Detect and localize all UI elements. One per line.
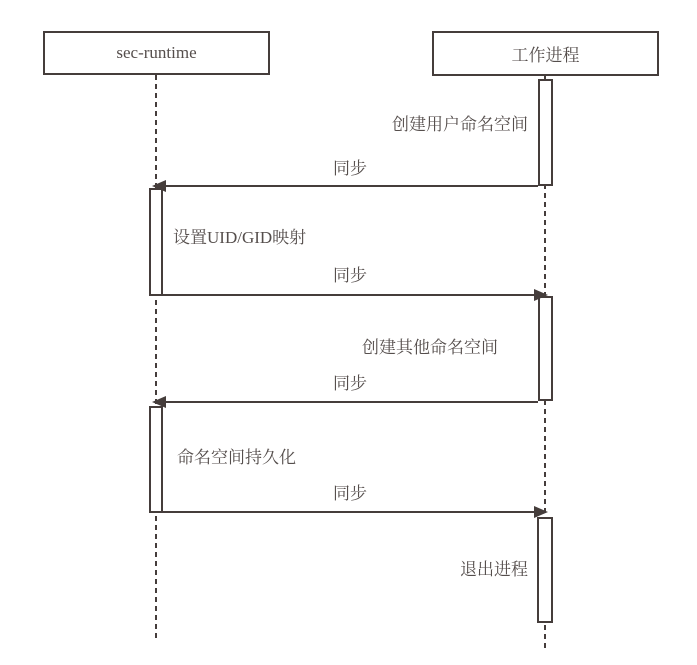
- action-label-create-user-namespace: 创建用户命名空间: [392, 115, 528, 134]
- message-arrow-sync-1: [165, 185, 538, 187]
- participant-box-sec-runtime: [43, 31, 270, 75]
- message-arrow-sync-4: [163, 511, 535, 513]
- arrowhead-left-icon: [152, 396, 166, 408]
- message-label-sync-1: 同步: [333, 159, 367, 178]
- action-label-create-other-namespaces: 创建其他命名空间: [362, 338, 498, 357]
- message-label-sync-4: 同步: [333, 484, 367, 503]
- participant-label-sec-runtime: sec-runtime: [116, 43, 197, 62]
- arrowhead-right-icon: [534, 289, 548, 301]
- action-label-namespace-persistence: 命名空间持久化: [177, 448, 296, 467]
- activation-sec-runtime-2: [149, 406, 163, 513]
- lifeline-sec-runtime: [155, 75, 157, 640]
- message-arrow-sync-3: [165, 401, 538, 403]
- activation-sec-runtime-1: [149, 188, 163, 296]
- message-label-sync-2: 同步: [333, 266, 367, 285]
- arrowhead-right-icon: [534, 506, 548, 518]
- participant-box-worker-process: [432, 31, 659, 76]
- activation-worker-1: [538, 79, 553, 186]
- activation-worker-2: [538, 296, 553, 401]
- message-label-sync-3: 同步: [333, 374, 367, 393]
- arrowhead-left-icon: [152, 180, 166, 192]
- action-label-exit-process: 退出进程: [460, 560, 528, 579]
- participant-label-worker-process: 工作进程: [511, 46, 580, 65]
- message-arrow-sync-2: [163, 294, 535, 296]
- activation-worker-3: [537, 517, 553, 623]
- action-label-set-uid-gid-mapping: 设置UID/GID映射: [173, 228, 307, 247]
